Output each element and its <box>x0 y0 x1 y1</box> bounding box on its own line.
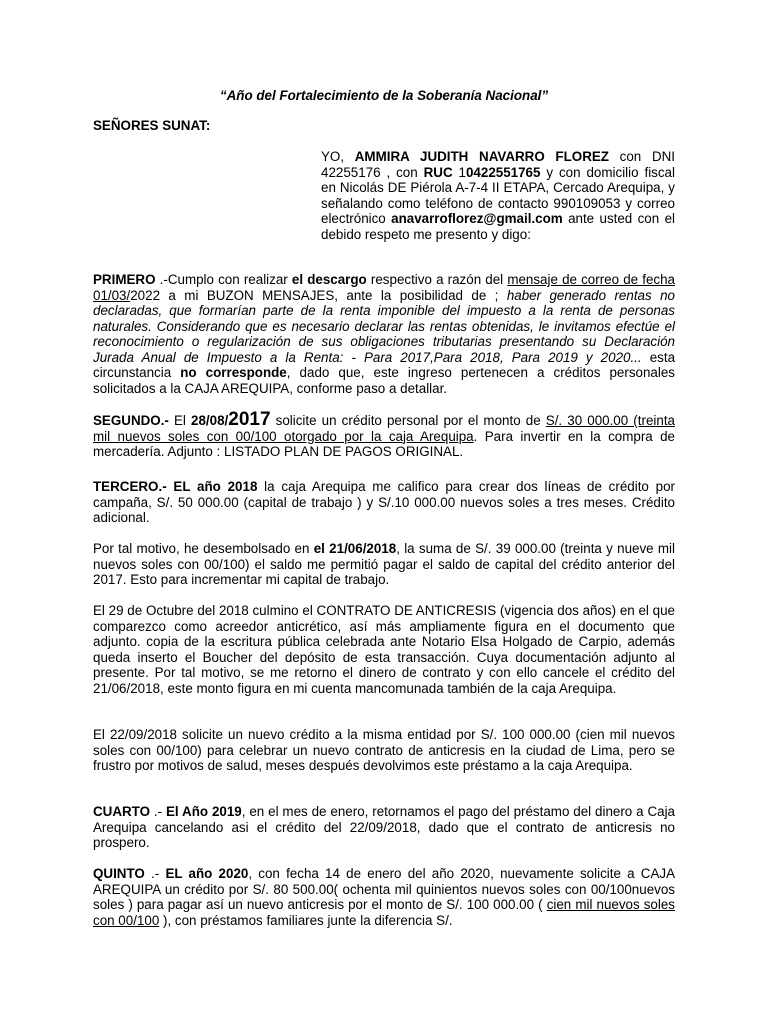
ruc-number: 0422551765 <box>465 164 541 180</box>
paragraph-bold: no corresponde <box>180 365 287 380</box>
paragraph-text: El 29 de Octubre del 2018 culmino el CONTRATO DE ANTICRESIS (vigencia dos años) en el que comparezco como acreedor anticrético, así más ampliamente figura en el documento que adjunto. copia de la escritura pública celebrada ante Notario Elsa Holgado de Carpio, además queda inserto el Boucher del depósito de esta transacción. Cuya documentación adjunto al presente. Por tal motivo, se me retorno el dinero de contrato y con ello cancele el crédito del 21/06/2018, este monto figura en mi cuenta mancomunada también de la caja Arequipa. <box>93 603 675 696</box>
paragraph-text: Por tal motivo, he desembolsado en <box>93 541 314 556</box>
paragraph-bold: el descargo <box>291 272 367 287</box>
intro-text: con DNI 42255176 , con <box>321 149 676 180</box>
paragraph-text: 2022 a mi BUZON MENSAJES, ante la posibilidad de ; <box>130 287 507 303</box>
paragraph-text: . Para invertir en la compra de mercadería. Adjunto : LISTADO PLAN DE PAGOS ORIGINAL. <box>93 428 676 459</box>
paragraph-italic: haber generado rentas no declaradas, que formarían parte de la renta imponible del impuesto a la renta de personas naturales. Considerando que es necesario declarar las rentas obtenidas, le invitamos efectúe el reconocimiento o regularización de sus obligaciones tributarias presentando su Declaración Jurada Anual de Impuesto a la Renta: - Para 2017,Para 2018, Para 2019 y 2020... <box>93 287 675 365</box>
paragraph-primero <box>93 272 675 396</box>
paragraph-segundo <box>93 409 676 460</box>
document-title: “Año del Fortalecimiento de la Soberanía Nacional” <box>219 88 549 103</box>
addressee: SEÑORES SUNAT: <box>93 118 211 133</box>
paragraph-anticresis <box>93 603 675 696</box>
paragraph-underline: S/. 30 000.00 (treinta mil nuevos soles con 00/100 otorgado por la caja Arequipa <box>93 413 675 444</box>
intro-text: y con domicilio fiscal en Nicolás DE Piérola A-7-4 II ETAPA, Cercado Arequipa, y señalando como teléfono de contacto 990109053 y correo electrónico <box>321 164 675 226</box>
paragraph-motivo <box>93 541 675 588</box>
paragraph-bold: EL año 2020 <box>165 866 249 881</box>
paragraph-cuarto <box>93 804 675 851</box>
paragraph-quinto <box>93 866 675 928</box>
paragraph-underline: mensaje de correo de fecha 01/03/ <box>93 272 675 303</box>
paragraph-text: , dado que, este ingreso pertenecen a créditos personales solicitados a la CAJA AREQUIPA, conforme paso a detallar. <box>93 365 675 396</box>
email-address: anavarroflorez@gmail.com <box>391 211 563 226</box>
section-label: SEGUNDO.- <box>93 413 169 428</box>
paragraph-bold: 28/08/ <box>191 413 229 428</box>
paragraph-text: esta circunstancia <box>93 349 676 380</box>
paragraph-bold: El Año 2019 <box>166 804 242 819</box>
year-large: 2017 <box>228 409 271 430</box>
section-label: CUARTO <box>93 804 151 819</box>
paragraph-text: respectivo a razón del <box>366 272 508 287</box>
paragraph-nuevo-credito <box>93 727 675 774</box>
paragraph-text: , con fecha 14 de enero del año 2020, nuevamente solicite a CAJA AREQUIPA un crédito por S/. 80 500.00( ochenta mil quinientos nuevos soles con 00/100nuevos soles ) para pagar así un nuevo anticresis por el monto de S/. 100 000.00 ( <box>93 866 676 912</box>
paragraph-underline: cien mil nuevos soles con 00/100 <box>93 897 676 928</box>
intro-text: YO, <box>321 149 355 164</box>
section-label: PRIMERO <box>93 272 156 287</box>
paragraph-tercero <box>93 479 675 526</box>
intro-text: 1 <box>452 164 466 180</box>
ruc-label: RUC <box>423 164 453 180</box>
paragraph-text: solicite un crédito personal por el monto de <box>270 413 546 428</box>
paragraph-bold: el 21/06/2018 <box>313 541 397 556</box>
paragraph-text: El <box>168 413 192 428</box>
paragraph-text: El 22/09/2018 solicite un nuevo crédito a la misma entidad por S/. 100 000.00 (cien mil nuevos soles con 00/100) para celebrar un nuevo contrato de anticresis en la ciudad de Lima, pero se frustro por motivos de salud, meses después devolvimos este préstamo a la caja Arequipa. <box>93 727 675 773</box>
paragraph-text: .- <box>144 866 166 881</box>
intro-text: ante usted con el debido respeto me presento y digo: <box>321 211 675 242</box>
paragraph-text: la caja Arequipa me califico para crear dos líneas de crédito por campaña, S/. 50 000.00 (capital de trabajo ) y S/.10 000.00 nuevos soles a tres meses. Crédito adicional. <box>93 479 675 525</box>
section-label: TERCERO.- EL año 2018 <box>93 479 258 494</box>
paragraph-text: .-Cumplo con realizar <box>155 272 292 287</box>
paragraph-text: ), con préstamos familiares junte la diferencia S/. <box>159 912 453 928</box>
applicant-name: AMMIRA JUDITH NAVARRO FLOREZ <box>354 149 609 164</box>
paragraph-text: , en el mes de enero, retornamos el pago del préstamo del dinero a Caja Arequipa cancelando asi el crédito del 22/09/2018, dado que el contrato de anticresis no prospero. <box>93 804 675 850</box>
intro-paragraph <box>321 149 675 242</box>
paragraph-text: .- <box>150 804 166 819</box>
paragraph-text: , la suma de S/. 39 000.00 (treinta y nueve mil nuevos soles con 00/100) el saldo me permitió pagar el saldo de capital del crédito anterior del 2017. Esto para incrementar mi capital de trabajo. <box>93 541 675 587</box>
section-label: QUINTO <box>93 866 145 881</box>
